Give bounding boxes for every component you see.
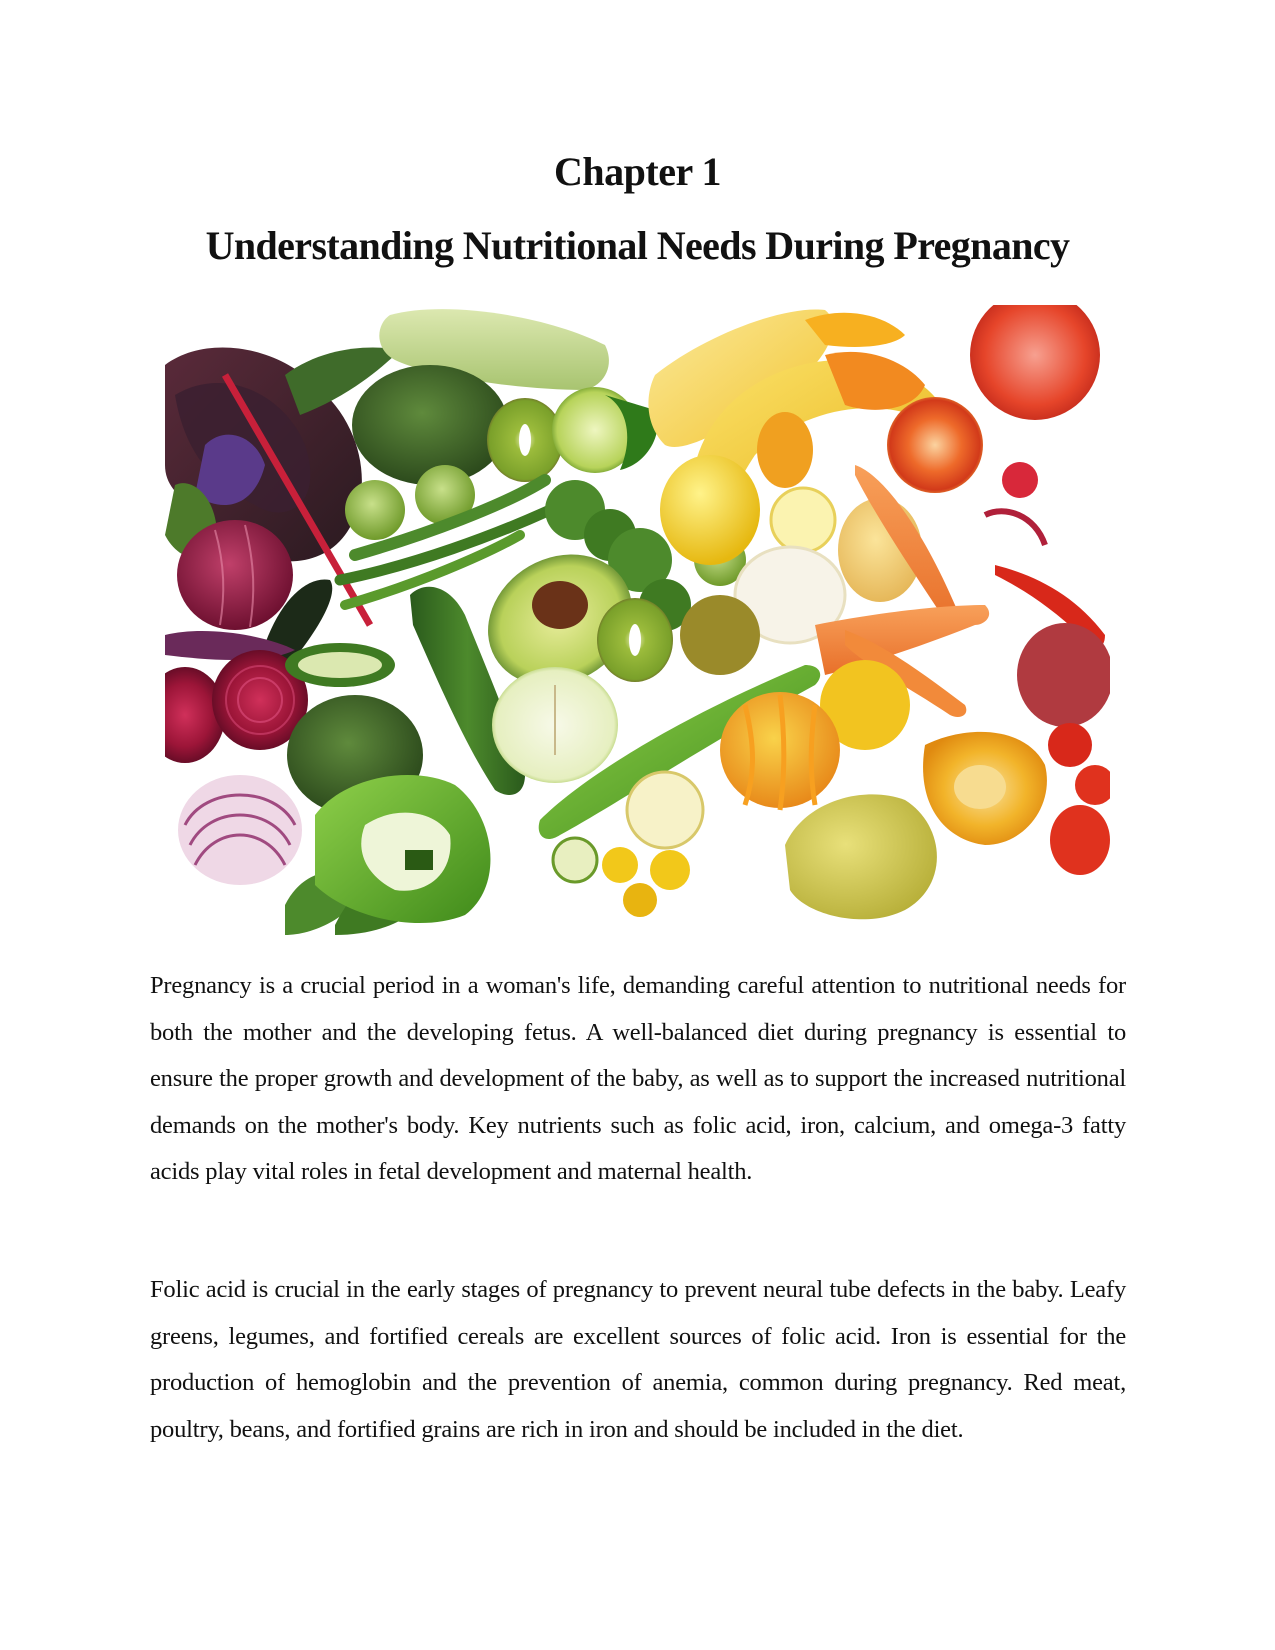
produce-photo-icon (165, 305, 1110, 935)
chapter-label: Chapter 1 (554, 149, 721, 194)
paragraph-text: Folic acid is crucial in the early stages of pregnancy to prevent neural tube defects in the baby. Leafy greens, legumes, and fortified cereals are excellent sources of folic acid. Iron is essential for the production of hemoglobin and the prevention of anemia, common during pregnancy. Red meat, poultry, beans, and fortified grains are rich in iron and should be included in the diet. (150, 1276, 1126, 1443)
paragraph-1 (150, 963, 1126, 1196)
paragraph-2 (150, 1267, 1126, 1453)
hero-image (165, 305, 1110, 935)
chapter-title: Understanding Nutritional Needs During Pregnancy (205, 223, 1070, 268)
paragraph-text: Pregnancy is a crucial period in a woman's life, demanding careful attention to nutritional needs for both the mother and the developing fetus. A well-balanced diet during pregnancy is essential to ensure the proper growth and development of the baby, as well as to support the increased nutritional demands on the mother's body. Key nutrients such as folic acid, iron, calcium, and omega-3 fatty acids play vital roles in fetal development and maternal health. (150, 972, 1126, 1185)
